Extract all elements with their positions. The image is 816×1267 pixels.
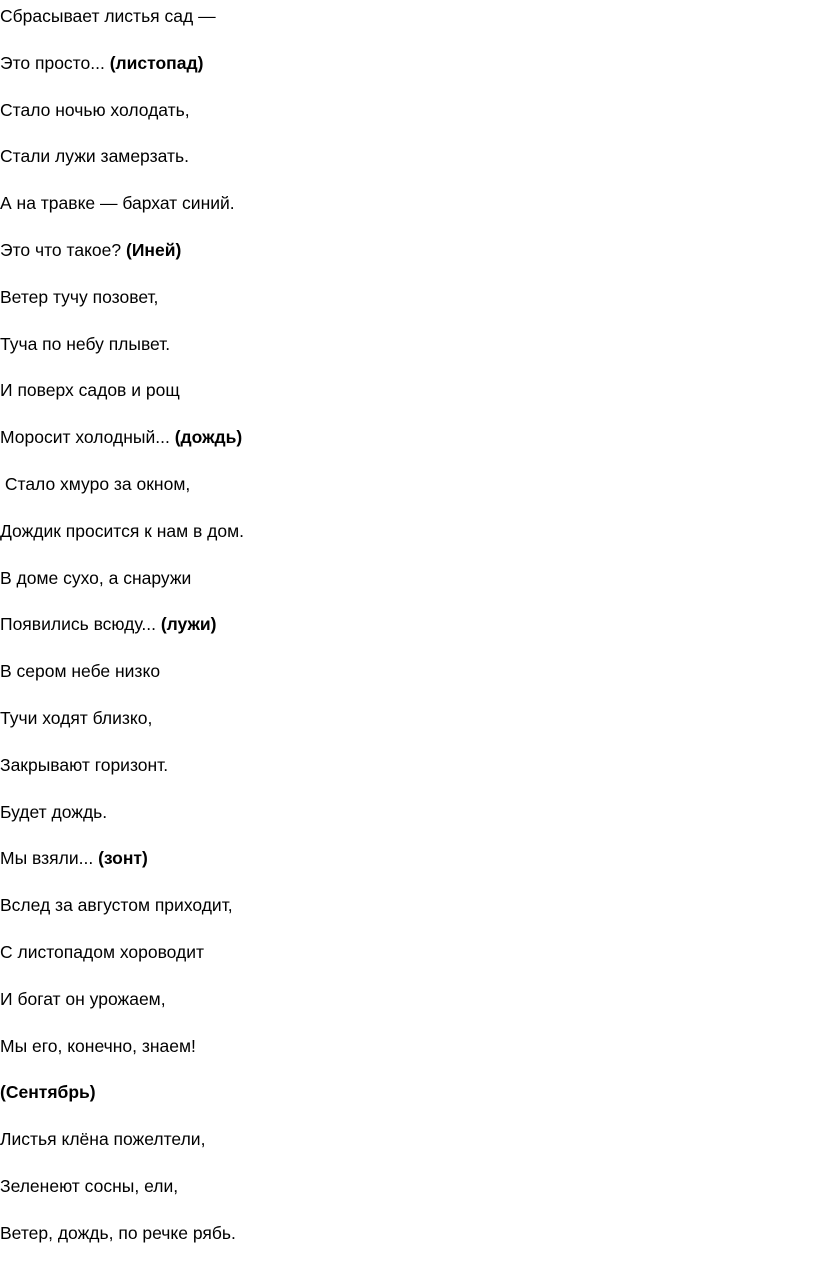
- line-text: Ветер тучу позовет,: [0, 286, 159, 307]
- riddle-answer: (листопад): [109, 52, 204, 73]
- line-text: Тучи ходят близко,: [0, 708, 153, 728]
- text-line: [0, 142, 189, 170]
- line-text: Будет дождь.: [0, 801, 108, 822]
- text-line: [0, 2, 216, 30]
- line-text: Стало хмуро за окном,: [0, 474, 191, 494]
- text-line: [0, 985, 166, 1013]
- text-line: [0, 49, 203, 77]
- line-text: Зеленеют сосны, ели,: [0, 1176, 179, 1196]
- riddle-answer: (Сентябрь): [0, 1082, 96, 1103]
- text-line: [0, 1172, 178, 1200]
- text-line: [0, 657, 160, 685]
- line-text: Стали лужи замерзать.: [0, 146, 189, 167]
- line-text: И поверх садов и рощ: [0, 380, 180, 401]
- line-text: Закрывают горизонт.: [0, 754, 169, 775]
- riddle-answer: (зонт): [98, 848, 148, 869]
- line-text: Мы взяли...: [0, 848, 99, 869]
- text-line: [0, 938, 204, 966]
- line-text: Дождик просится к нам в дом.: [0, 520, 244, 541]
- text-line: [0, 1078, 96, 1106]
- text-line: [0, 1125, 205, 1153]
- line-text: Стало ночью холодать,: [0, 99, 190, 120]
- text-line: [0, 423, 242, 451]
- line-text: Появились всюду...: [0, 614, 161, 635]
- line-text: Туча по небу плывет.: [0, 333, 171, 354]
- text-line: [0, 236, 181, 264]
- riddle-answer: (дождь): [174, 427, 243, 448]
- text-line: [0, 751, 168, 779]
- text-line: [0, 1032, 196, 1060]
- line-text: Моросит холодный...: [0, 427, 175, 448]
- line-text: И богат он урожаем,: [0, 988, 166, 1009]
- riddle-answer: (лужи): [160, 614, 217, 635]
- text-line: [0, 189, 235, 217]
- line-text: Листья клёна пожелтели,: [0, 1129, 206, 1150]
- text-line: [0, 330, 170, 358]
- text-line: [0, 610, 216, 638]
- text-line: [0, 844, 148, 872]
- line-text: С листопадом хороводит: [0, 942, 205, 962]
- line-text: Это просто...: [0, 52, 110, 73]
- text-line: [0, 376, 180, 404]
- line-text: Сбрасывает листья сад —: [0, 6, 216, 26]
- line-text: А на травке — бархат синий.: [0, 193, 235, 214]
- line-text: Вслед за августом приходит,: [0, 895, 233, 916]
- text-line: [0, 564, 191, 592]
- line-text: В доме сухо, а снаружи: [0, 567, 192, 588]
- riddle-answer: (Иней): [126, 240, 182, 260]
- text-line: [0, 891, 233, 919]
- text-line: [0, 1219, 236, 1247]
- text-line: [0, 798, 107, 826]
- line-text: Это что такое?: [0, 240, 126, 260]
- text-line: [0, 283, 158, 311]
- text-line: [0, 704, 152, 732]
- text-line: [0, 517, 244, 545]
- text-line: [0, 96, 190, 124]
- line-text: Ветер, дождь, по речке рябь.: [0, 1222, 236, 1243]
- text-line: [0, 470, 190, 498]
- line-text: Мы его, конечно, знаем!: [0, 1035, 196, 1056]
- line-text: В сером небе низко: [0, 661, 161, 682]
